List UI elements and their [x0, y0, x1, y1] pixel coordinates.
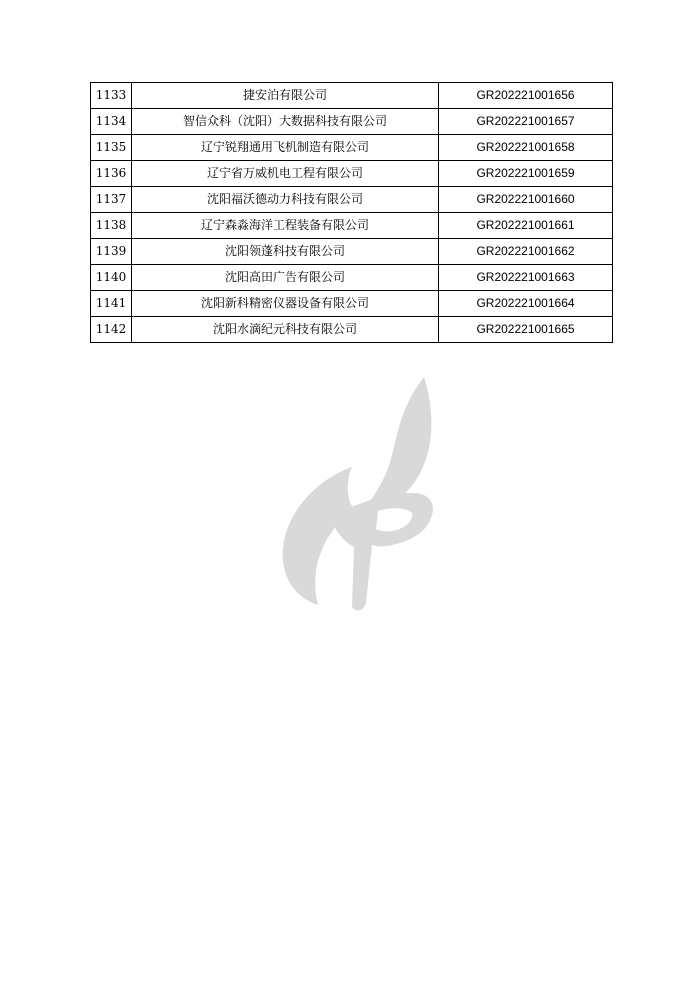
certificate-number: GR202221001663	[439, 265, 613, 291]
certificate-number: GR202221001658	[439, 135, 613, 161]
table-row	[91, 317, 613, 343]
company-name: 沈阳领蓬科技有限公司	[132, 239, 439, 265]
company-name: 沈阳福沃德动力科技有限公司	[132, 187, 439, 213]
certificate-number: GR202221001665	[439, 317, 613, 343]
table-row	[91, 135, 613, 161]
table-row	[91, 161, 613, 187]
company-name: 沈阳高田广告有限公司	[132, 265, 439, 291]
company-name: 沈阳新科精密仪器设备有限公司	[132, 291, 439, 317]
row-number: 1140	[91, 265, 132, 291]
certificate-table	[90, 82, 613, 343]
certificate-number: GR202221001659	[439, 161, 613, 187]
certificate-number: GR202221001657	[439, 109, 613, 135]
row-number: 1133	[91, 83, 132, 109]
certificate-number: GR202221001656	[439, 83, 613, 109]
table-body	[91, 83, 613, 343]
ctp-flame-logo-icon	[274, 375, 444, 615]
table-row	[91, 187, 613, 213]
company-name: 辽宁省万威机电工程有限公司	[132, 161, 439, 187]
company-name: 沈阳水滴纪元科技有限公司	[132, 317, 439, 343]
row-number: 1139	[91, 239, 132, 265]
row-number: 1141	[91, 291, 132, 317]
table-row	[91, 109, 613, 135]
company-name: 捷安泊有限公司	[132, 83, 439, 109]
table-row	[91, 239, 613, 265]
row-number: 1135	[91, 135, 132, 161]
company-name: 智信众科（沈阳）大数据科技有限公司	[132, 109, 439, 135]
row-number: 1142	[91, 317, 132, 343]
certificate-number: GR202221001662	[439, 239, 613, 265]
table-row	[91, 291, 613, 317]
company-name: 辽宁森淼海洋工程装备有限公司	[132, 213, 439, 239]
certificate-number: GR202221001664	[439, 291, 613, 317]
row-number: 1138	[91, 213, 132, 239]
row-number: 1137	[91, 187, 132, 213]
table-row	[91, 83, 613, 109]
table-row	[91, 265, 613, 291]
row-number: 1136	[91, 161, 132, 187]
certificate-number: GR202221001661	[439, 213, 613, 239]
certificate-number: GR202221001660	[439, 187, 613, 213]
row-number: 1134	[91, 109, 132, 135]
company-name: 辽宁锐翔通用飞机制造有限公司	[132, 135, 439, 161]
table-row	[91, 213, 613, 239]
